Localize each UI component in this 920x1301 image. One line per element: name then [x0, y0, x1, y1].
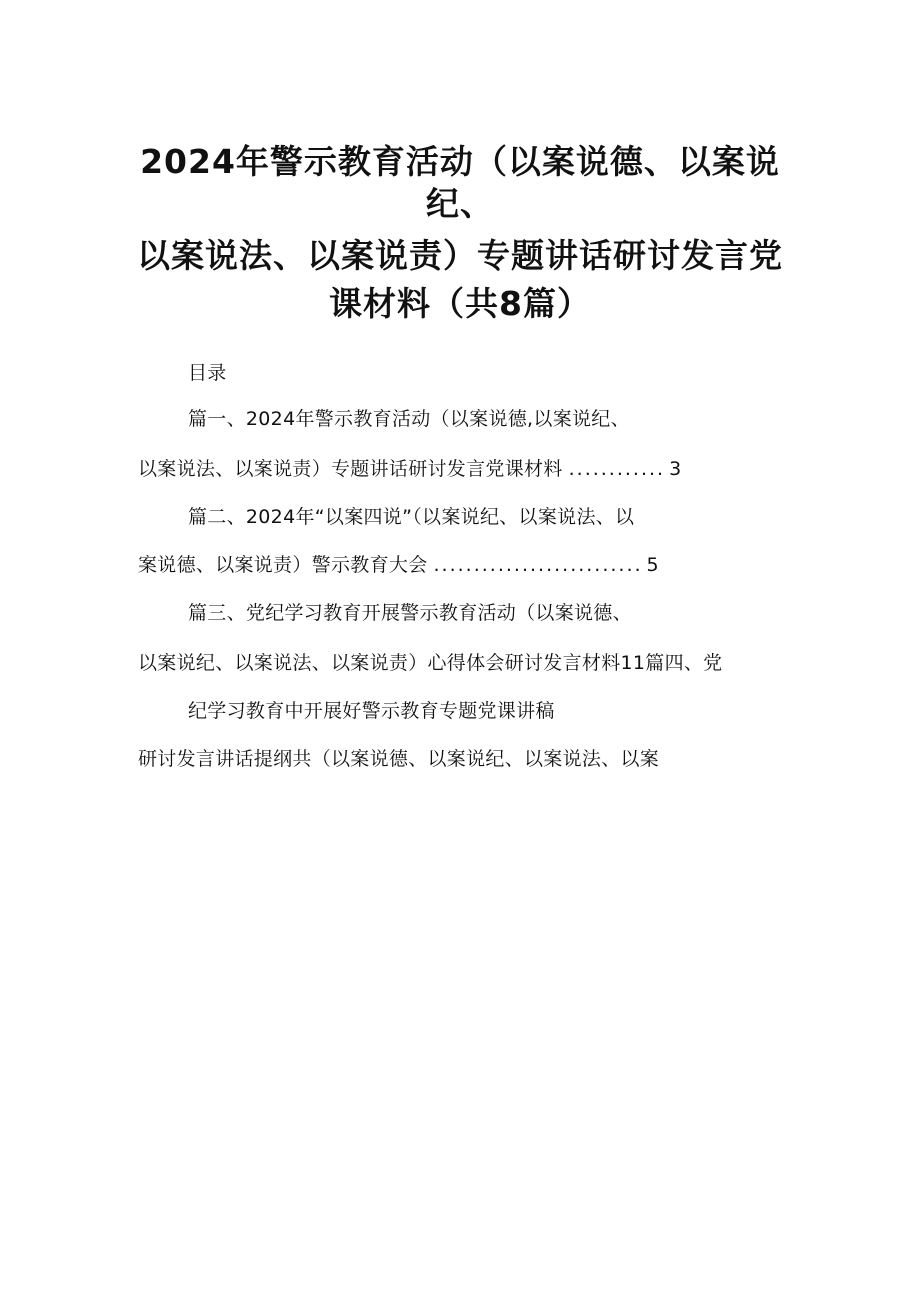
toc-entry-2-page: 5	[646, 554, 659, 576]
toc-entry-4-line-2: 研讨发言讲话提纲共（以案说德、以案说纪、以案说法、以案	[138, 748, 660, 770]
toc-entry-2-text: 案说德、以案说责）警示教育大会	[138, 554, 428, 576]
document-title-line-1: 2024年警示教育活动（以案说德、以案说	[140, 142, 780, 181]
toc-entry-2-leader: ..........................	[433, 554, 643, 576]
toc-entry-1-line-2	[138, 456, 681, 482]
document-title-line-2: 纪、	[426, 184, 494, 223]
toc-entry-1-page: 3	[669, 458, 682, 480]
toc-entry-2-line-1: 篇二、2024年“以案四说”（以案说纪、以案说法、以	[188, 506, 635, 528]
document-title-line-4: 课材料（共8篇）	[329, 284, 591, 323]
toc-entry-3-line-2: 以案说纪、以案说法、以案说责）心得体会研讨发言材料11篇四、党	[138, 652, 723, 674]
toc-entry-4-line-1: 纪学习教育中开展好警示教育专题党课讲稿	[188, 700, 555, 722]
toc-entry-1-line-1: 篇一、2024年警示教育活动（以案说德,以案说纪、	[188, 408, 630, 430]
toc-entry-3-line-1: 篇三、党纪学习教育开展警示教育活动（以案说德、	[188, 602, 632, 624]
toc-entry-1-text: 以案说法、以案说责）专题讲话研讨发言党课材料	[138, 458, 563, 480]
toc-entry-2-line-2	[138, 552, 659, 578]
toc-heading: 目录	[188, 362, 227, 384]
document-title-line-3: 以案说法、以案说责）专题讲话研讨发言党	[137, 236, 783, 275]
toc-entry-1-leader: ............	[568, 458, 666, 480]
